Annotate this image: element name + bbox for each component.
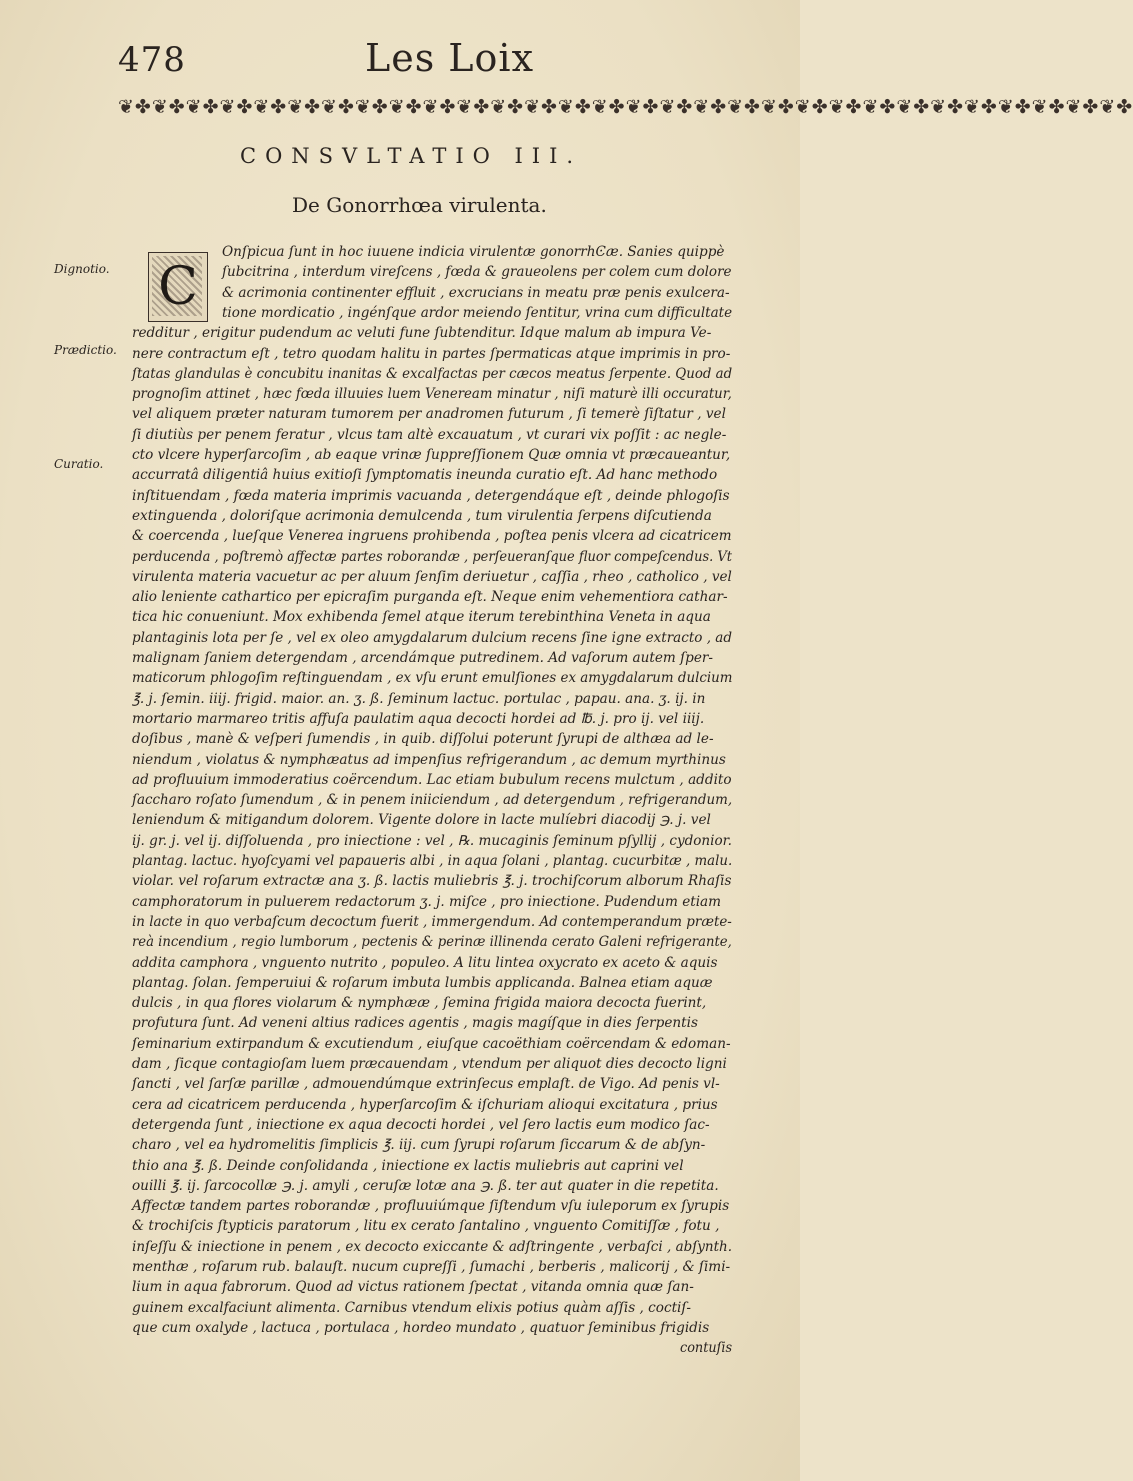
text-line: & coercenda , lueſque Venerea ingruens prohibenda , poſtea penis vlcera ad cicatricem <box>132 528 732 545</box>
text-line: detergenda ſunt , iniectione ex aqua decocti hordei , vel ſero lactis eum modico ſac- <box>132 1116 710 1133</box>
text-line: thio ana ℥. ß. Deinde conſolidanda , iniectione ex lactis muliebris aut caprini vel <box>132 1157 684 1174</box>
text-line: nere contractum eſt , tetro quodam halitu in partes ſpermaticas atque imprimis in pro- <box>132 345 731 362</box>
text-line: extinguenda , doloriſque acrimonia demulcenda , tum virulentia ſerpens diſcutienda <box>132 507 712 524</box>
text-line: dam , ſicque contagioſam luem præcauendam , vtendum per aliquot dies decocto ligni <box>132 1056 727 1072</box>
text-line: camphoratorum in puluerem redactorum ʒ. j. miſce , pro iniectione. Pudendum etiam <box>132 893 722 910</box>
text-line: vel aliquem præter naturam tumorem per anadromen futurum , ſi temerè ſiſtatur , vel <box>132 406 726 423</box>
text-line: prognoſim attinet , hæc fœda illuuies luem Veneream minatur , niſi maturè illi occuratur, <box>132 386 732 403</box>
text-line: & acrimonia continenter effluit , excrucians in meatu præ penis exulcera- <box>222 284 730 301</box>
text-line: tica hic conueniunt. Mox exhibenda ſemel atque iterum terebinthina Veneta in aqua <box>132 609 711 626</box>
text-line: contuſis <box>680 1340 733 1357</box>
text-line: ſancti , vel ſarſæ parillæ , admouendúmque extrinſecus emplaſt. de Vigo. Ad penis vl- <box>132 1076 720 1093</box>
text-line: menthæ , roſarum rub. balauſt. nucum cupreſſi , ſumachi , berberis , malicorij , & ſimi- <box>132 1259 731 1275</box>
text-line: profutura ſunt. Ad veneni altius radices agentis , magis magíſque in dies ſerpentis <box>132 1015 698 1032</box>
running-title: Les Loix <box>365 36 534 80</box>
text-line: leniendum & mitigandum dolorem. Vigente dolore in lacte mulíebri diacodij ℈. j. vel <box>132 812 711 829</box>
section-subject: De Gonorrhœa virulenta. <box>292 193 547 217</box>
text-line: dulcis , in qua flores violarum & nymphææ , ſemina frigida maiora decocta fuerint, <box>132 995 707 1012</box>
text-line: mortario marmareo tritis affuſa paulatim aqua decocti hordei ad ℔. j. pro ij. vel iiij. <box>132 710 705 727</box>
drop-cap-letter: C <box>158 257 198 317</box>
text-line: inſtituendam , fœda materia imprimis vacuanda , detergendáque eſt , deinde phlogoſis <box>132 487 730 504</box>
text-line: Onſpicua ſunt in hoc iuuene indicia virulentæ gonorrhϾæ. Sanies quippè <box>222 244 725 260</box>
text-line: plantag. lactuc. hyoſcyami vel papaueris albi , in aqua ſolani , plantag. cucurbitæ , malu. <box>132 853 733 869</box>
text-line: ouilli ℥. ij. ſarcocollæ ℈. j. amyli , ceruſæ lotæ ana ℈. ß. ter aut quater in die repetita. <box>132 1177 719 1194</box>
text-line: ſtatas glandulas è concubitu inanitas & excalfactas per cæcos meatus ſerpente. Quod ad <box>132 365 733 382</box>
text-line: malignam ſaniem detergendam , arcendámque putredinem. Ad vaſorum autem ſper- <box>132 650 714 666</box>
text-line: Affectæ tandem partes roborandæ , profluuiúmque ſiſtendum vſu iuleporum ex ſyrupis <box>132 1198 730 1215</box>
text-line: & trochiſcis ſtypticis paratorum , litu ex cerato ſantalino , vnguento Comitiſſæ , fotu , <box>132 1218 720 1235</box>
margin-note-praedictio: Prædictio. <box>54 343 117 357</box>
text-line: ſubcitrina , interdum vireſcens , fœda & graueolens per colem cum dolore <box>222 264 732 281</box>
text-line: guinem excalfaciunt alimenta. Carnibus vtendum elixis potius quàm aſſis , coctiſ- <box>132 1299 692 1316</box>
text-line: tione mordicatio , ingénſque ardor meiendo ſentitur, vrina cum difficultate <box>222 304 733 321</box>
section-title: CONSVLTATIO III. <box>240 144 583 168</box>
ornamental-band: ❦✤❦✤❦✤❦✤❦✤❦✤❦✤❦✤❦✤❦✤❦✤❦✤❦✤❦✤❦✤❦✤❦✤❦✤❦✤❦✤❦✤❦✤❦✤❦✤❦✤❦✤❦✤❦✤❦✤❦✤ <box>118 96 1133 118</box>
text-line: cera ad cicatricem perducenda , hyperſarcoſim & iſchuriam alioqui excitatura , prius <box>132 1096 718 1113</box>
text-line: alio leniente cathartico per epicraſim purganda eſt. Neque enim vehementiora cathar- <box>132 589 728 606</box>
text-line: perducenda , poſtremò affectæ partes roborandæ , perſeueranſque fluor compeſcendus. Vt <box>132 548 733 565</box>
page-number: 478 <box>118 40 186 80</box>
text-line: ℥. j. ſemin. iiij. frigid. maior. an. ʒ. ß. ſeminum lactuc. portulac , papau. ana. ʒ. ij. in <box>132 690 706 707</box>
text-line: cto vlcere hyperſarcoſim , ab eaque vrinæ ſuppreſſionem Quæ omnia vt præcaueantur, <box>132 447 731 463</box>
text-line: ij. gr. j. vel ij. diſſoluenda , pro iniectione : vel , ℞. mucaginis ſeminum pſyllij , cydonior. <box>132 832 732 849</box>
text-line: ſeminarium extirpandum & excutiendum , eiuſque cacoëthiam coërcendam & edoman- <box>132 1035 731 1052</box>
text-line: lium in aqua fabrorum. Quod ad victus rationem ſpectat , vitanda omnia quæ ſan- <box>132 1279 694 1296</box>
text-line: virulenta materia vacuetur ac per aluum ſenſim deriuetur , caſſia , rheo , catholico , vel <box>132 568 732 585</box>
text-line: ad profluuium immoderatius coërcendum. Lac etiam bubulum recens mulctum , addito <box>132 771 732 788</box>
text-line: doſibus , manè & veſperi ſumendis , in quib. diſſolui poterunt ſyrupi de althæa ad le- <box>132 731 714 748</box>
body-text <box>132 242 732 1422</box>
text-line: ſaccharo roſato ſumendum , & in penem iniiciendum , ad detergendum , refrigerandum, <box>132 792 733 809</box>
text-line: charo , vel ea hydromelitis ſimplicis ℥. iij. cum ſyrupi roſarum ſiccarum & de abſyn- <box>132 1137 706 1154</box>
text-line: maticorum phlogoſim reſtinguendam , ex vſu erunt emulſiones ex amygdalarum dulcium <box>132 670 733 687</box>
text-line: que cum oxalyde , lactuca , portulaca , hordeo mundato , quatuor ſeminibus frigidis <box>132 1319 710 1336</box>
text-line: redditur , erigitur pudendum ac veluti fune ſubtenditur. Idque malum ab impura Ve- <box>132 325 712 342</box>
text-line: addita camphora , vnguento nutrito , populeo. A litu lintea oxycrato ex aceto & aquis <box>132 954 718 971</box>
text-line: niendum , violatus & nymphæatus ad impenſius refrigerandum , ac demum myrthinus <box>132 751 726 768</box>
text-line: in lacte in quo verbaſcum decoctum fuerit , immergendum. Ad contemperandum præte- <box>132 913 732 930</box>
margin-note-curatio: Curatio. <box>54 457 104 471</box>
text-line: plantaginis lota per ſe , vel ex oleo amygdalarum dulcium recens ſine igne extracto , ad <box>132 629 733 646</box>
text-line: plantag. ſolan. ſemperuiui & roſarum imbuta lumbis applicanda. Balnea etiam aquæ <box>132 974 713 991</box>
text-line: violar. vel roſarum extractæ ana ʒ. ß. lactis muliebris ℥. j. trochiſcorum alborum Rhaſis <box>132 873 732 890</box>
text-line: inſeſſu & iniectione in penem , ex decocto exiccante & adſtringente , verbaſci , abſynth. <box>132 1238 733 1255</box>
text-line: ſi diutiùs per penem feratur , vlcus tam altè excauatum , vt curari vix poſſit : ac negle- <box>132 426 727 443</box>
text-line: reà incendium , regio lumborum , pectenis & perinæ illinenda cerato Galeni refrigerante, <box>132 934 732 951</box>
text-line: accurratâ diligentiâ huius exitioſi ſymptomatis ineunda curatio eſt. Ad hanc methodo <box>132 467 718 484</box>
margin-note-dignotio: Dignotio. <box>54 262 110 276</box>
